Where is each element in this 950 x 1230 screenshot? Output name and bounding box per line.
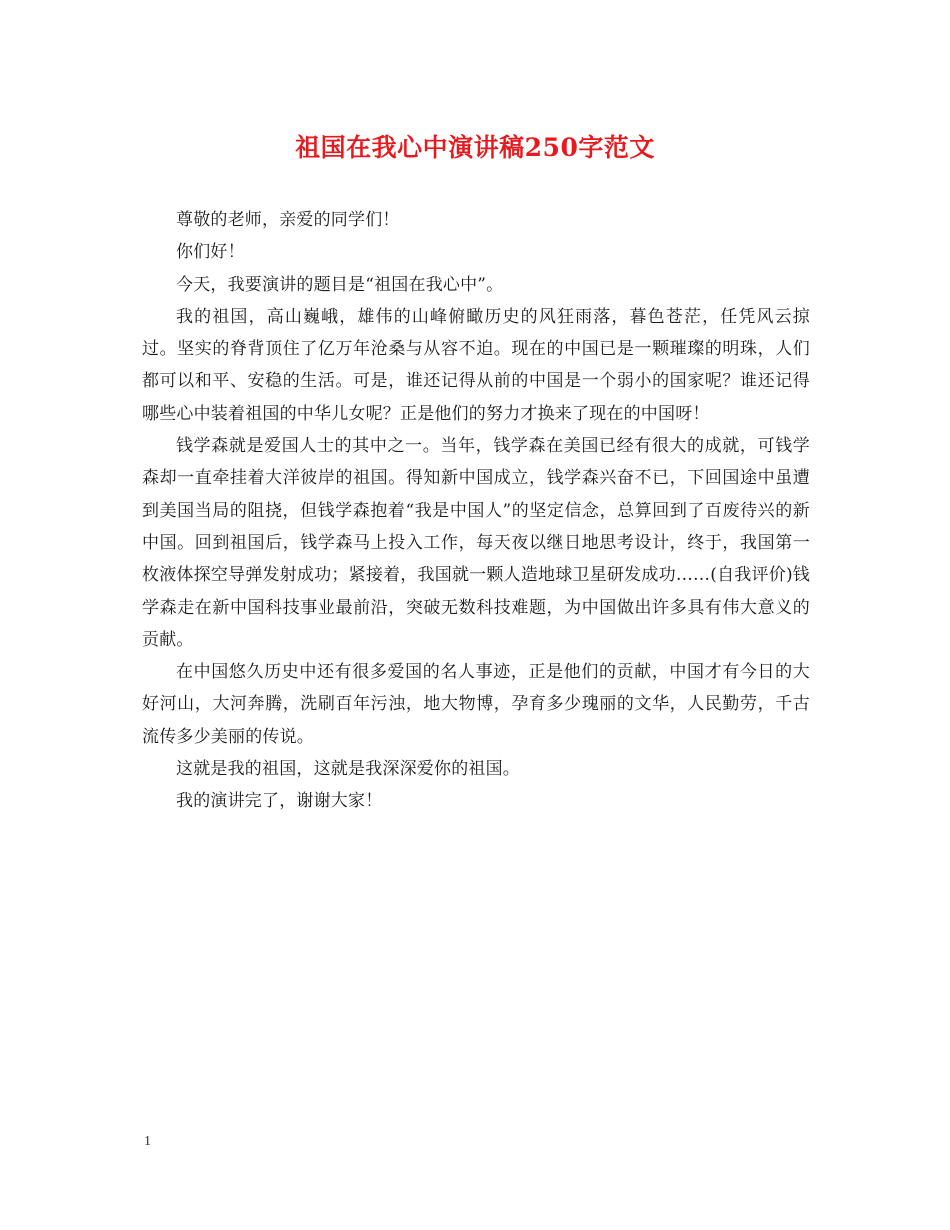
document-title: 祖国在我心中演讲稿250字范文: [295, 133, 655, 162]
paragraph-motherland: 我的祖国，高山巍峨，雄伟的山峰俯瞰历史的风狂雨落，暮色苍茫，任凭风云掠过。坚实的脊背顶住了亿万年沧桑与从容不迫。现在的中国已是一颗璀璨的明珠，人们都可以和平、安稳的生活。可是，谁还记得从前的中国是一个弱小的国家呢？谁还记得哪些心中装着祖国的中华儿女呢？正是他们的努力才换来了现在的中国呀！: [142, 306, 810, 424]
paragraph-topic: 今天，我要演讲的题目是“祖国在我心中”。: [176, 274, 504, 295]
paragraph-history: 在中国悠久历史中还有很多爱国的名人事迹，正是他们的贡献，中国才有今日的大好河山，大河奔腾，洗刷百年污浊，地大物博，孕育多少瑰丽的文华，人民勤劳，千古流传多少美丽的传说。: [142, 662, 810, 747]
paragraph-qian-xuesen: 钱学森就是爱国人士的其中之一。当年，钱学森在美国已经有很大的成就，可钱学森却一直牵挂着大洋彼岸的祖国。得知新中国成立，钱学森兴奋不已，下回国途中虽遭到美国当局的阻挠，但钱学森抱着“我是中国人”的坚定信念，总算回到了百废待兴的新中国。回到祖国后，钱学森马上投入工作，每天夜以继日地思考设计，终于，我国第一枚液体探空导弹发射成功；紧接着，我国就一颗人造地球卫星研发成功……(自我评价)钱学森走在新中国科技事业最前沿，突破无数科技难题，为中国做出许多具有伟大意义的贡献。: [142, 436, 810, 650]
document-body: [142, 204, 810, 818]
page-number: 1: [144, 1134, 151, 1149]
paragraph-conclusion: 这就是我的祖国，这就是我深深爱你的祖国。: [176, 759, 520, 780]
paragraph-greeting: 尊敬的老师，亲爱的同学们！: [176, 210, 400, 230]
paragraph-thanks: 我的演讲完了，谢谢大家！: [176, 791, 383, 812]
paragraph-hello: 你们好！: [176, 242, 245, 263]
